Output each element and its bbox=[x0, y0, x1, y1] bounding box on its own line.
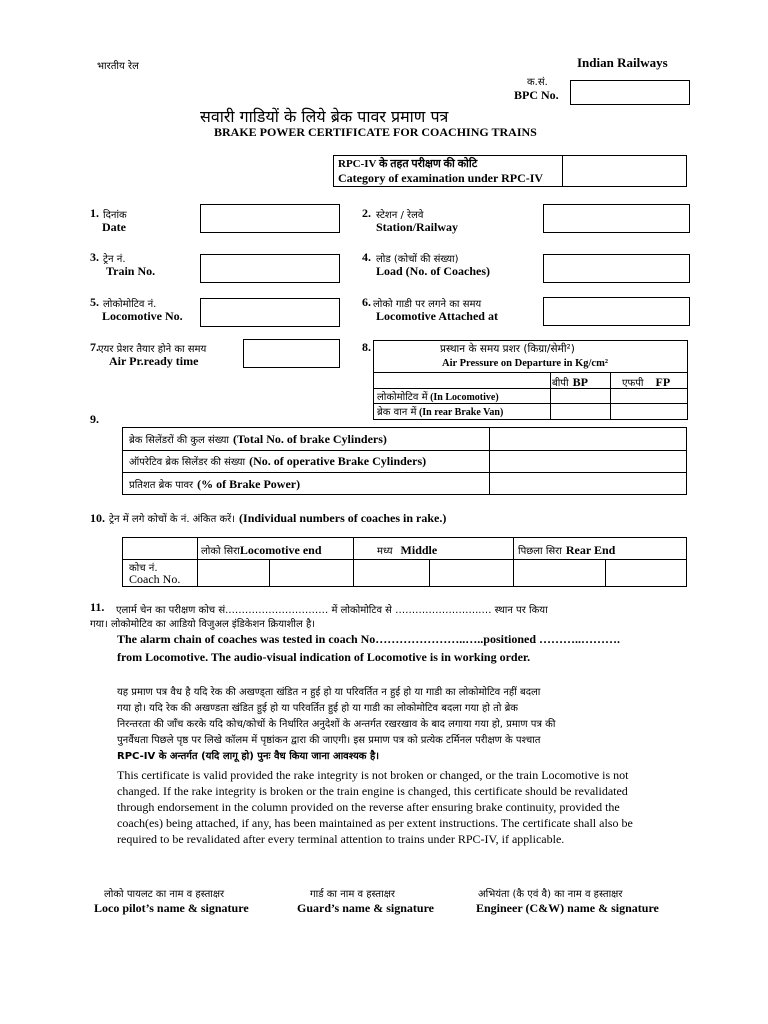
validity-hindi-line: निरन्तरता की जाँच करके यदि कोच/कोचों के निर्धारित अनुदेशों के अन्तर्गत रखरखाव के बाद लगाया गया हो, प्रमाण पत्र की bbox=[117, 719, 556, 730]
validity-english-line: required to be revalidated after every terminal attention to trains under RPC-IV, if applicable. bbox=[117, 832, 565, 846]
coach-header-loco bbox=[201, 541, 322, 559]
row-van-english: (In rear Brake Van) bbox=[418, 407, 504, 418]
validity-hindi-line: RPC-IV के अन्तर्गत (यदि लागू हो) पुनः वैध किया जाना आवश्यक है। bbox=[117, 751, 380, 762]
section10-hindi: ट्रेन में लगे कोचों के नं. अंकित करें। bbox=[109, 514, 236, 525]
validity-hindi-line: पुनर्वैधता पिछले पृष्ठ पर लिखे कॉलम में पृष्ठांकन द्वारा की जाएगी। इस प्रमाण पत्र को प्रत्येक टर्मिनल परीक्षण के पश्चात bbox=[117, 735, 541, 746]
coach-no-cell[interactable] bbox=[270, 560, 352, 585]
coach-no-cell[interactable] bbox=[606, 560, 685, 585]
category-hindi-text: RPC-IV के तहत परीक्षण की कोटि bbox=[338, 158, 478, 170]
field5-label: Locomotive No. bbox=[102, 309, 183, 323]
validity-hindi-line: यह प्रमाण पत्र वैध है यदि रेक की अखण्ड्ता खंडित न हुई हो या परिवर्तित न हुई हो या गाडी का लोकोमोटिव नहीं बदला bbox=[117, 687, 541, 698]
section9-number: 9. bbox=[90, 412, 99, 426]
total-cylinders-field[interactable] bbox=[490, 428, 685, 449]
field1-number: 1. bbox=[90, 206, 99, 220]
section11-english-line2: from Locomotive. The audio-visual indication of Locomotive is in working order. bbox=[117, 650, 531, 664]
pressure-row-locomotive bbox=[377, 389, 499, 403]
field7-hindi: एयर प्रेशर तैयार होने का समय bbox=[98, 344, 207, 355]
bp-hindi: बीपी bbox=[552, 378, 569, 389]
locomotive-no-field[interactable] bbox=[200, 298, 340, 327]
field2-label: Station/Railway bbox=[376, 220, 459, 234]
rear-end-hindi: पिछला सिरा bbox=[518, 546, 562, 557]
cylinder-row-total bbox=[129, 430, 387, 448]
coach-no-label: Coach No. bbox=[129, 572, 181, 586]
validity-english-line: changed. If the rake integrity is broken or the train engine is changed, this certificate should be revalidated bbox=[117, 784, 628, 798]
coach-header-middle bbox=[377, 541, 437, 559]
loco-pilot-signature-hindi: लोको पायलट का नाम व हस्ताक्षर bbox=[104, 889, 225, 900]
engineer-signature-hindi: अभियंता (कै एवं वै) का नाम व हस्ताक्षर bbox=[478, 889, 623, 900]
bp-english: BP bbox=[572, 375, 588, 389]
rear-end-english: Rear End bbox=[565, 543, 616, 557]
cylinder-operative-english: (No. of operative Brake Cylinders) bbox=[249, 454, 427, 468]
coach-number-table bbox=[122, 537, 687, 587]
validity-hindi-line: गया हो। यदि रेक की अखण्डता खंडित हुई हो या परिवर्तित हुई हो या गाडी का लोकोमोटिव बदला गया हो तो ब्रेक bbox=[117, 703, 518, 714]
title-english: BRAKE POWER CERTIFICATE FOR COACHING TRAINS bbox=[214, 125, 537, 139]
van-bp-field[interactable] bbox=[551, 404, 609, 418]
cylinder-row-percent bbox=[129, 475, 300, 493]
validity-hindi-paragraph bbox=[117, 685, 555, 765]
guard-signature-hindi: गार्ड का नाम व हस्ताक्षर bbox=[310, 889, 395, 900]
coach-no-hindi: कोच नं. bbox=[129, 563, 158, 574]
section10-number: 10. bbox=[90, 511, 105, 525]
engineer-signature-label: Engineer (C&W) name & signature bbox=[476, 901, 659, 915]
field2-hindi: स्टेशन / रेलवे bbox=[376, 210, 424, 221]
station-field[interactable] bbox=[543, 204, 690, 233]
pressure-table bbox=[373, 340, 688, 420]
coach-no-cell[interactable] bbox=[198, 560, 268, 585]
row-van-hindi: ब्रेक वान में bbox=[377, 407, 417, 418]
fp-hindi: एफपी bbox=[622, 378, 644, 389]
field7-number: 7. bbox=[90, 340, 99, 354]
field4-label: Load (No. of Coaches) bbox=[376, 264, 490, 278]
coach-header-rear bbox=[518, 541, 615, 559]
section11-number: 11. bbox=[90, 600, 105, 614]
loco-end-hindi: लोको सिरा bbox=[201, 546, 240, 557]
validity-english-paragraph bbox=[117, 767, 633, 847]
row-loco-hindi: लोकोमोटिव में bbox=[377, 392, 428, 403]
date-field[interactable] bbox=[200, 204, 340, 233]
coach-no-cell[interactable] bbox=[354, 560, 428, 585]
field1-hindi: दिनांक bbox=[103, 210, 127, 221]
field4-hindi: लोड (कोचों की संख्या) bbox=[376, 254, 459, 265]
field3-label: Train No. bbox=[106, 264, 156, 278]
category-english: Category of examination under RPC-IV bbox=[338, 171, 544, 185]
field8-number: 8. bbox=[362, 340, 371, 354]
field6-number: 6. bbox=[362, 295, 371, 309]
field6-label: Locomotive Attached at bbox=[376, 309, 498, 323]
validity-english-line: through endorsement in the column provided on the reverse after ensuring brake continuity, provided the bbox=[117, 800, 620, 814]
field3-hindi: ट्रेन नं. bbox=[103, 254, 126, 265]
middle-hindi: मध्य bbox=[377, 546, 393, 557]
brake-cylinder-table bbox=[122, 427, 687, 495]
section11-english-line1: The alarm chain of coaches was tested in coach No…………………..…..positioned ………..………. bbox=[117, 632, 620, 646]
cylinder-percent-hindi: प्रतिशत ब्रेक पावर bbox=[129, 480, 194, 491]
brake-power-percent-field[interactable] bbox=[490, 473, 685, 493]
guard-signature-label: Guard’s name & signature bbox=[297, 901, 435, 915]
fp-english: FP bbox=[655, 375, 671, 389]
validity-english-line: This certificate is valid provided the rake integrity is not broken or changed, or the train Locomotive is not bbox=[117, 768, 629, 782]
field1-label: Date bbox=[102, 220, 126, 234]
loco-end-english: Locomotive end bbox=[239, 543, 322, 557]
bpc-number-field[interactable] bbox=[570, 80, 690, 105]
validity-english-line: coach(es) being attached, if any, has been maintained as per extent instructions. The certificate shall also be bbox=[117, 816, 633, 830]
load-field[interactable] bbox=[543, 254, 690, 283]
bpc-hindi-label: क.सं. bbox=[527, 77, 548, 88]
header-hindi-label: भारतीय रेल bbox=[97, 61, 139, 72]
bpc-label: BPC No. bbox=[514, 88, 559, 102]
air-pressure-ready-field[interactable] bbox=[243, 339, 340, 368]
pressure-row-brake-van bbox=[377, 404, 503, 418]
field3-number: 3. bbox=[90, 250, 99, 264]
category-hindi bbox=[338, 156, 477, 171]
title-hindi: सवारी गाडियों के लिये ब्रेक पावर प्रमाण पत्र bbox=[200, 107, 449, 126]
category-box bbox=[333, 155, 687, 187]
row-loco-english: (In Locomotive) bbox=[430, 392, 499, 403]
middle-english: Middle bbox=[400, 543, 438, 557]
category-divider bbox=[562, 156, 563, 186]
van-fp-field[interactable] bbox=[611, 404, 686, 418]
section11-hindi-line1: एलार्म चेन का परीक्षण कोच सं.………………………… में लोकोमोटिव से ……………………..… स्थान पर किया bbox=[116, 605, 548, 616]
loco-bp-field[interactable] bbox=[551, 389, 609, 402]
coach-no-cell[interactable] bbox=[430, 560, 512, 585]
cylinder-operative-hindi: ऑपरेटिव ब्रेक सिलेंडर की संख्या bbox=[129, 457, 246, 468]
section11-hindi-line2: गया। लोकोमोटिव का आडियो विजुअल इंडिकेशन क्रियाशील है। bbox=[90, 619, 316, 630]
locomotive-attached-field[interactable] bbox=[543, 297, 690, 326]
cylinder-total-hindi: ब्रेक सिलेंडरों की कुल संख्या bbox=[129, 435, 229, 446]
field5-hindi: लोकोमोटिव नं. bbox=[103, 299, 157, 310]
train-no-field[interactable] bbox=[200, 254, 340, 283]
field6-hindi: लोको गाडी पर लगने का समय bbox=[373, 299, 482, 310]
header-indian-railways: Indian Railways bbox=[577, 55, 668, 70]
operative-cylinders-field[interactable] bbox=[490, 451, 685, 472]
field2-number: 2. bbox=[362, 206, 371, 220]
field4-number: 4. bbox=[362, 250, 371, 264]
cylinder-row-operative bbox=[129, 452, 426, 470]
field5-number: 5. bbox=[90, 295, 99, 309]
loco-fp-field[interactable] bbox=[611, 389, 686, 402]
field7-label: Air Pr.ready time bbox=[109, 354, 199, 368]
category-value-field[interactable] bbox=[564, 157, 682, 183]
loco-pilot-signature-label: Loco pilot’s name & signature bbox=[94, 901, 249, 915]
cylinder-total-english: (Total No. of brake Cylinders) bbox=[233, 432, 387, 446]
section10-english: (Individual numbers of coaches in rake.) bbox=[239, 511, 447, 525]
pressure-title-hindi: प्रस्थान के समय प्रशर (किग्रा/सेमी²) bbox=[440, 343, 575, 355]
cylinder-percent-english: (% of Brake Power) bbox=[197, 477, 301, 491]
pressure-title-english: Air Pressure on Departure in Kg/cm² bbox=[442, 358, 608, 369]
section10-heading bbox=[90, 509, 446, 527]
coach-no-cell[interactable] bbox=[514, 560, 604, 585]
